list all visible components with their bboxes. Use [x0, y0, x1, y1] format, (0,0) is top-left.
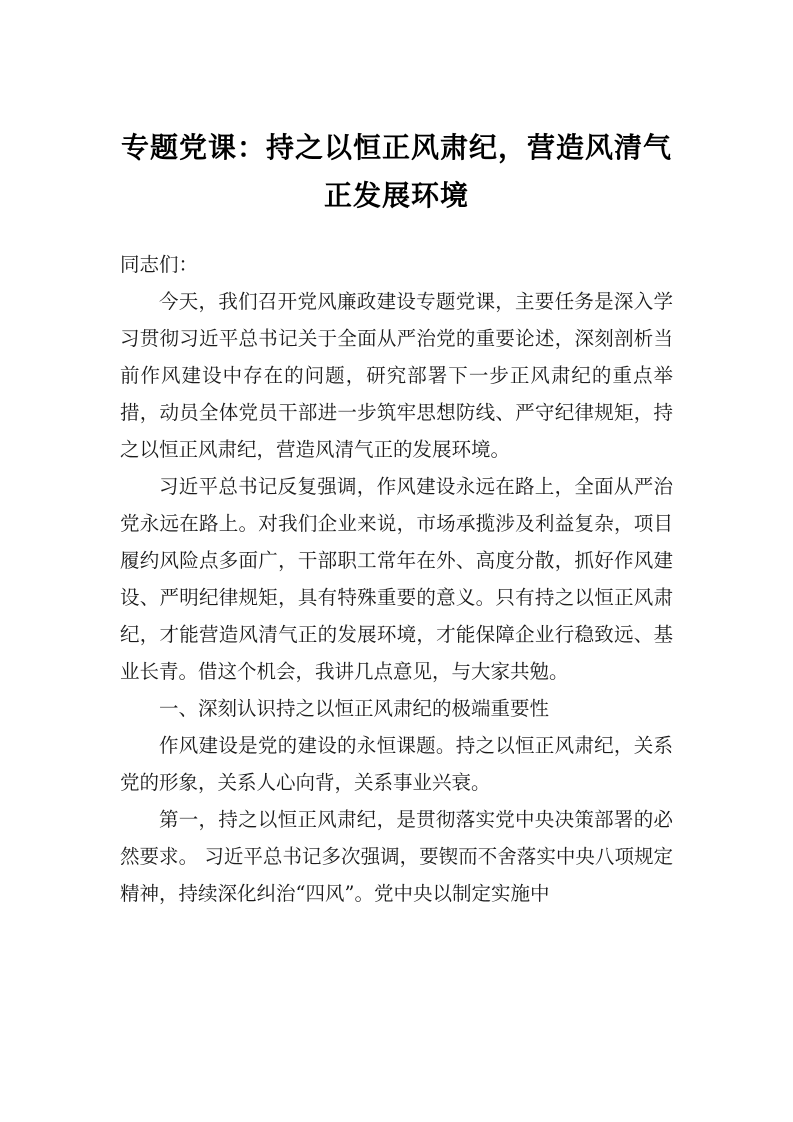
- section-paragraph-overview: 作风建设是党的建设的永恒课题。持之以恒正风肃纪，关系党的形象，关系人心向背，关系事业兴衰。: [120, 734, 673, 794]
- paragraph-intro: 今天，我们召开党风廉政建设专题党课，主要任务是深入学习贯彻习近平总书记关于全面从严治党的重要论述，深刻剖析当前作风建设中存在的问题，研究部署下一步正风肃纪的重点举措，动员全体党员干部进一步筑牢思想防线、严守纪律规矩，持之以恒正风肃纪，营造风清气正的发展环境。: [120, 290, 673, 461]
- section-heading: 一、深刻认识持之以恒正风肃纪的极端重要性: [159, 697, 550, 720]
- document-title-line-1: 专题党课：持之以恒正风肃纪，营造风清气: [120, 131, 672, 164]
- section-paragraph-first-point: 第一，持之以恒正风肃纪，是贯彻落实党中央决策部署的必然要求。 习近平总书记多次强调，要锲而不舍落实中央八项规定精神，持续深化纠治“四风”。党中央以制定实施中: [120, 808, 673, 905]
- paragraph-background: 习近平总书记反复强调，作风建设永远在路上，全面从严治党永远在路上。对我们企业来说，市场承揽涉及利益复杂，项目履约风险点多面广，干部职工常年在外、高度分散，抓好作风建设、严明纪律规矩，具有特殊重要的意义。只有持之以恒正风肃纪，才能营造风清气正的发展环境，才能保障企业行稳致远、基业长青。借这个机会，我讲几点意见，与大家共勉。: [120, 475, 673, 683]
- document-title-line-2: 正发展环境: [323, 179, 469, 212]
- document-body: [120, 246, 673, 912]
- salutation: 同志们：: [120, 253, 199, 276]
